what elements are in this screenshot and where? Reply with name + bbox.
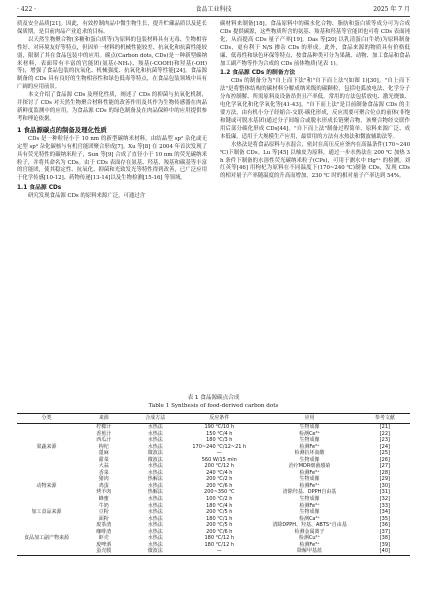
page-number: · 422 ·	[17, 6, 37, 13]
cell-conditions: 560 W/15 min	[201, 456, 237, 463]
cell-method: 水热法	[147, 496, 163, 503]
header-conditions: 反应条件	[179, 414, 259, 424]
section-heading: 1 食品源碳点的制备及理化性质	[17, 125, 107, 134]
cell-source: 虾壳	[98, 535, 109, 542]
cell-application: 检测Fe³⁺	[299, 502, 320, 509]
cell-conditions: 200 ℃/6 h	[206, 528, 233, 535]
left-column	[17, 21, 207, 201]
cell-reference: [24]	[379, 443, 390, 450]
header-application: 应用	[259, 414, 359, 424]
cell-reference: [40]	[360, 548, 410, 555]
header-category: 分类	[17, 414, 76, 424]
cell-conditions: 180 ℃/3 h	[206, 437, 233, 444]
cell-source: 西瓜汁	[96, 437, 112, 444]
header-rule	[17, 16, 410, 17]
cell-conditions: 150 ℃/4 h	[206, 430, 233, 437]
journal-title: 食品工业科技	[195, 6, 232, 13]
synthesis-table	[17, 413, 410, 556]
table-caption: 表 1 食品源碳点合成	[187, 395, 240, 401]
cell-application: 生物成像	[299, 456, 320, 463]
paragraph: 研究发现食品源 CDs 的原料来源广泛，可通过含	[28, 193, 146, 200]
cell-reference: [28]	[379, 469, 390, 476]
cell-application: 检测Cu²⁺	[298, 535, 321, 542]
cell-conditions: —	[179, 548, 259, 555]
cell-reference: [35]	[379, 515, 390, 522]
cell-category: 食品加工副产物来源	[17, 522, 76, 555]
cell-source: 蓖麻	[98, 450, 109, 457]
cell-method: 水热法	[147, 469, 163, 476]
cell-method: 水热法	[147, 528, 163, 535]
cell-source: 牛奶	[98, 502, 109, 509]
cell-source: 烤羊肉	[96, 489, 112, 496]
cell-application: 生物成像	[299, 496, 320, 503]
cell-method: 水热法	[147, 509, 163, 516]
cell-method: 微波法	[131, 548, 179, 555]
cell-source: 咖啡渣	[96, 528, 112, 535]
cell-method: 水热法	[147, 482, 163, 489]
cell-reference: [23]	[379, 437, 390, 444]
cell-source: 蛋壳膜	[76, 548, 131, 555]
cell-application: 降解甲基蓝	[259, 548, 359, 555]
cell-source: 面粉	[98, 515, 109, 522]
cell-conditions: —	[216, 450, 222, 457]
cell-application: 生物成像	[299, 509, 320, 516]
cell-method: 水热法	[147, 515, 163, 522]
cell-source: 豆粉	[98, 509, 109, 516]
paragraph: 本文介绍了食品源 CDs 及理化性质，阐述了 CDs 的抑菌与抗氧化机制，并探讨了 CDs 对天然生物聚合材料性能的改善作用及其作为生物传感器在肉品新鲜度监测中的应用，为食品源 CDs 的绿色制备及在肉品保鲜中的应用提供参考和理论依据。	[17, 92, 207, 122]
cell-category: 加工食品来源	[31, 509, 62, 516]
cell-conditions: 170~240 ℃/12~21 h	[192, 443, 247, 450]
cell-conditions: 180 ℃/12 h	[204, 541, 235, 548]
issue-date: 2025 年 7 月	[373, 6, 410, 13]
cell-reference: [37]	[379, 528, 390, 535]
cell-conditions: 180 ℃/1 h	[206, 515, 233, 522]
cell-method: 水热法	[147, 437, 163, 444]
cell-application: 检测抗坏血酸	[294, 450, 325, 457]
cell-source: 枸杞	[98, 443, 109, 450]
cell-reference: [31]	[379, 489, 390, 496]
cell-method: 水热法	[147, 535, 163, 542]
subsection-heading: 1.2 食品源 CDs 的制备方法	[220, 70, 296, 77]
cell-conditions: 240 ℃/4 h	[206, 469, 233, 476]
cell-conditions: 200 ℃/12 h	[204, 463, 235, 470]
cell-reference: [27]	[379, 463, 390, 470]
cell-category: 果蔬来源	[36, 443, 57, 450]
cell-application: 检测金属离子	[294, 528, 325, 535]
cell-conditions: 180 ℃/4 h	[206, 502, 233, 509]
cell-method: 水热法	[147, 424, 163, 430]
cell-application: 检测Fe³⁺	[299, 469, 320, 476]
paragraph: 碳材料来制备[18]。食品原料中的碳水化合物、脂肪和蛋白质等成分可为合成 CDs 提供碳源，这些物质所含的氨基、羧基和羟基等官能团也可将 CDs 表面钝化，从而提高 CDs 量子产率[19]。Das 等[20] 以乳清蛋白(牛奶)为原料制备 CDs，更有利于 N/S 掺杂 CDs 的形成。此外，食品来源的物质具有价格低廉、低毒性和绿色环保等特点，按食品种类可分为果蔬、动物、加工食品和食品加工副产物等作为合成的 CDs 前体物质(见表 1)。	[220, 21, 410, 67]
cell-conditions: 200 ℃/2 h	[206, 476, 233, 483]
cell-method: 微波法	[147, 456, 163, 463]
header-reference: 参考文献	[360, 414, 410, 424]
cell-reference: [33]	[379, 502, 390, 509]
cell-application: 生物成像	[299, 476, 320, 483]
cell-application: 检测Ca²⁺	[298, 515, 321, 522]
cell-reference: [34]	[379, 509, 390, 516]
cell-method: 水热法	[147, 502, 163, 509]
cell-conditions: 200 ℃/5 h	[206, 522, 233, 529]
cell-method: 水热法	[147, 430, 163, 437]
cell-conditions: 200~350 ℃	[204, 489, 235, 496]
paragraph: 质及安全品质[21]。因此，有效控制肉品中微生物生长，提升贮藏品质以及延长保质期，是目前肉品产业追求的目标。	[17, 21, 207, 35]
cell-application: 治疗MDR细菌感染	[288, 463, 331, 470]
cell-application: 生物成像	[299, 424, 320, 430]
cell-reference: [38]	[379, 535, 390, 542]
cell-method: 水热法	[147, 463, 163, 470]
cell-conditions: 100 ℃/2 h	[206, 496, 233, 503]
cell-source: 香菜	[98, 469, 109, 476]
cell-source: 甜菜	[98, 456, 109, 463]
cell-source: 猪肉	[98, 476, 109, 483]
cell-application: 生物成像	[299, 437, 320, 444]
cell-reference: [39]	[379, 541, 390, 548]
table-caption-english: Table 1 Synthesis of food-derived carbon dots	[148, 403, 279, 409]
cell-method: 热解法	[147, 489, 163, 496]
cell-method: 水热法	[147, 443, 163, 450]
cell-application: 清除羟基、DPPH自由基	[282, 489, 337, 496]
cell-application: 清除DPPH、羟基、ABTS⁺自由基	[272, 522, 347, 529]
paragraph: CDs 是一种粒径小于 10 nm 的新型碳纳米材料，由结晶型 sp² 杂化或无定型 sp³ 杂化碳核与有机官能团聚合形成[7]。Xu 等[8] 在 2004 年首次发现了具有荧光特性的碳纳米粒子，Sun 等[9] 合成了直径小于 10 nm 的荧光碳纳米粒子，并将其命名为 CDs。由于 CDs 表面存在氨基、羟基、羧基和碳基等丰富的官能团，使其稳定性、抗氧化、抑菌和光致发光等特性得到改善，已广泛应用于化学传感[10-12]、药物传递[13-14]以及生物检测[15-16] 等领域。	[17, 135, 207, 182]
cell-method: 微波法	[147, 450, 163, 457]
cell-reference: [32]	[379, 496, 390, 503]
cell-source: 大蒜	[98, 463, 109, 470]
paragraph: 以天然生物聚合物(多糖和蛋白质等)为原料的包装材料具有无毒、生物相容性好、对环境友好等特点，但因单一材料的机械性能较差、抗氧化和抗菌性能较弱，限制了其在食品包装中的应用。碳点(Carbon dots, CDs)是一种新型碳纳米材料，表面带有丰富的官能团(氨基(-NH₂)、羧基(-COOH)和羟基(-OH)等)，增强了食品包装的抗氧化、机械强度、抗氧化和抗菌等性能[24]。食品源制备的 CDs 具有良好的生物相容性和绿色低毒等特点，在食品包装领域中具有广阔的应用前景。	[17, 36, 207, 91]
cell-application: 检测Fe³⁺	[299, 443, 320, 450]
table-header-row	[17, 414, 410, 424]
cell-conditions: 190 ℃/10 h	[204, 424, 235, 430]
cell-application: 检测Fe³⁺	[299, 482, 320, 489]
cell-application: 检测Fe³⁺	[299, 541, 320, 548]
cell-reference: [21]	[379, 424, 390, 430]
header-method: 合成方法	[131, 414, 179, 424]
cell-reference: [29]	[379, 476, 390, 483]
cell-reference: [25]	[379, 450, 390, 457]
cell-conditions: 180 ℃/12 h	[204, 535, 235, 542]
table-row	[17, 424, 410, 431]
cell-conditions: 200 ℃/6 h	[206, 482, 233, 489]
cell-source: 废啤酒	[96, 541, 112, 548]
table-row	[17, 548, 410, 555]
cell-source: 鸡蛋	[98, 482, 109, 489]
cell-category: 动物来源	[36, 482, 57, 489]
cell-method: 热解法	[147, 476, 163, 483]
table-body	[17, 424, 410, 556]
paragraph: 水热法是将食品原料与水混合，密封在高压反应釜内在高温条件(170~240 ℃)下制备 CDs。Lu 等[45] 以柚皮为原料，通过一步水热法在 200 ℃ 加热 3 h 条件下制备的水溶性荧光碳纳米粒子(CPs)，可用于测水中 Hg²⁺ 的检测。刘红英等[46] 用枸杞为原料在不同温度下(170~240 ℃)制备 CDs，发现 CDs 的相对量子产率随温度的升高而增加，230 ℃ 时的相对量子产率达到 54%。	[220, 141, 410, 180]
cell-source: 柠檬汁	[96, 424, 112, 430]
subsection-heading: 1.1 食品源 CDs	[17, 185, 62, 192]
paragraph: CDs 的制备分为"自上而下法"和"自下而上法"(如图 1)[30]。"自上而下法"是将整体结构的碳材料分解成纳米级的碳颗粒，包括电弧放电法、化学分子分布控制解、所需原料及设备昂贵且产率低，常用的方法包括放电、激光烧蚀、电化学氧化和化学氧化等[41-43]。"自下而上法"是目前制备食品源 CDs 的主要方法，由有机小分子经缩合-交联-碳化形成，反应需要可聚合位点的前体(非饱和键或可脱水基团)通过分子间缩合或脱水形成长链聚合物，该聚合物经交联作用后部分碳化形成 CDs[44]。"自下而上法"制备过程简单、原料来源广泛、成本低廉，适用于大规模生产应用，最常用的方法有水热法和微波辅助法等。	[220, 78, 410, 140]
header-source: 来源	[76, 414, 131, 424]
cell-source: 香蕉汁	[96, 430, 112, 437]
cell-reference: [22]	[379, 430, 390, 437]
cell-reference: [30]	[379, 482, 390, 489]
cell-reference: [26]	[379, 456, 390, 463]
cell-method: 水热法	[147, 541, 163, 548]
cell-source: 废茶渣	[96, 522, 112, 529]
cell-method: 水热法	[147, 522, 163, 529]
cell-source: 蜂蜜	[98, 496, 109, 503]
cell-conditions: 200 ℃/5 h	[206, 509, 233, 516]
cell-reference: [36]	[379, 522, 390, 529]
cell-application: 检测Ce³⁺	[298, 430, 321, 437]
right-column	[220, 21, 410, 181]
